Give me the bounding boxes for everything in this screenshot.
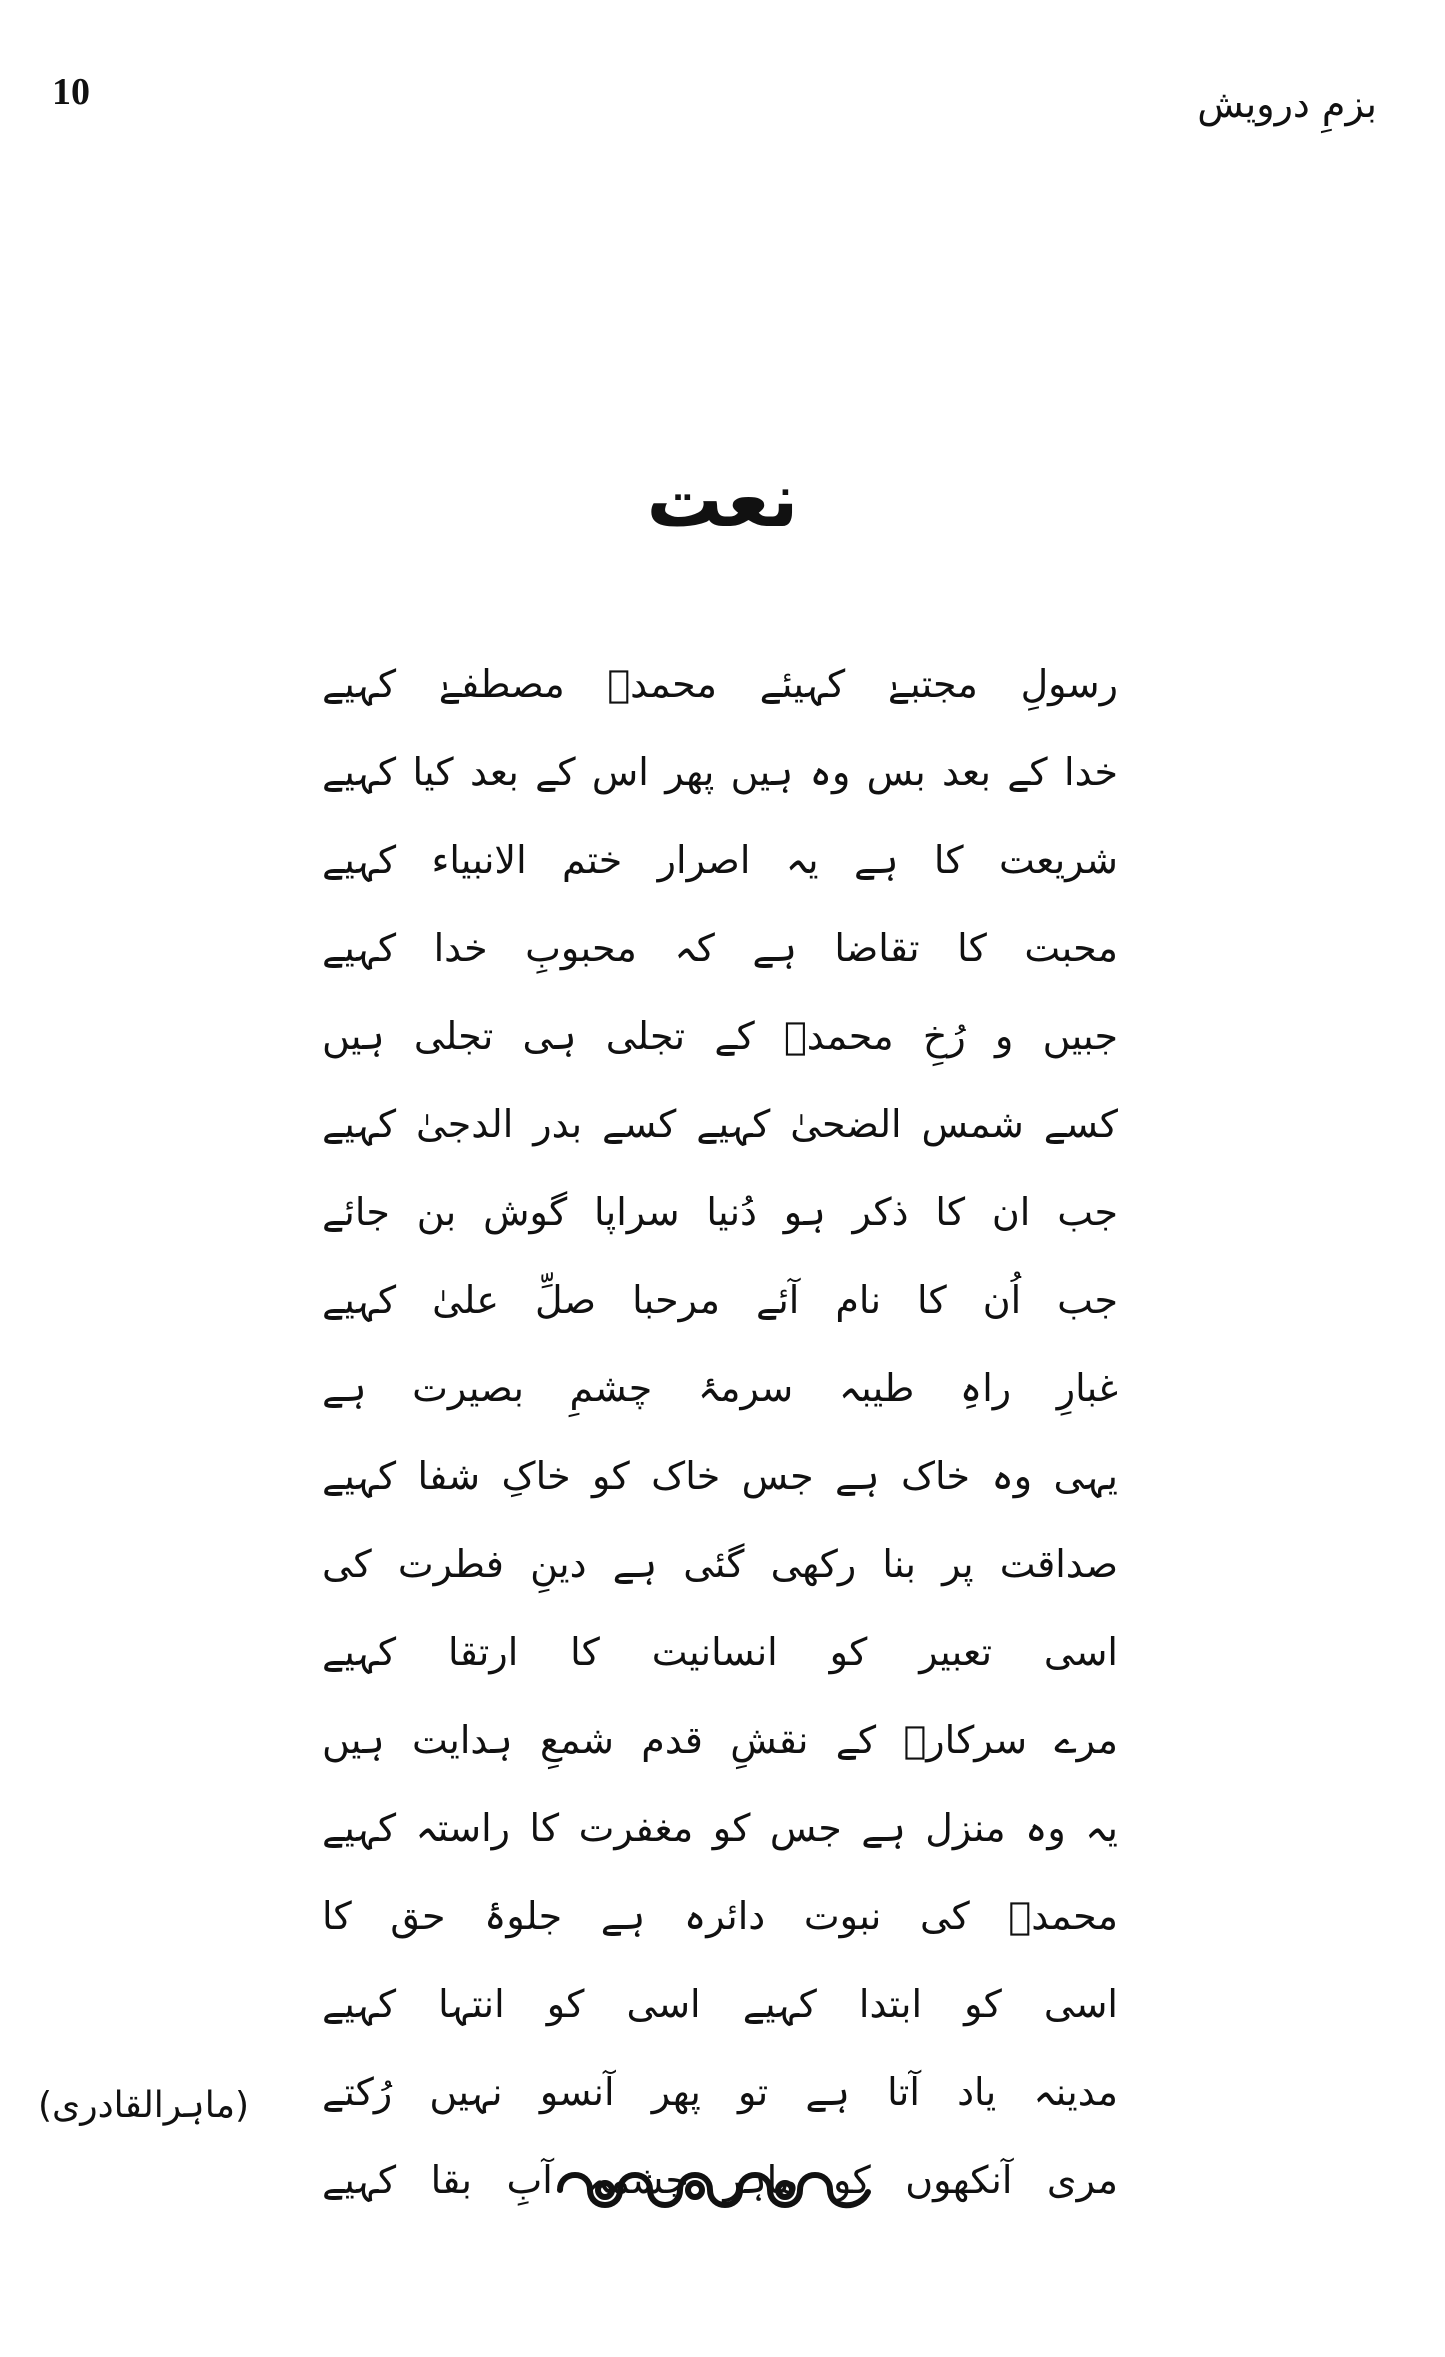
verse-line: جب اُن کا نام آئے مرحبا صلِّ علیٰ کہیے — [322, 1278, 1118, 1322]
verse-line: شریعت کا ہے یہ اصرار ختم الانبیاء کہیے — [322, 838, 1118, 882]
poem-title: نعت — [646, 455, 799, 544]
verse-line: غبارِ راہِ طیبہ سرمۂ چشمِ بصیرت ہے — [322, 1366, 1118, 1410]
verse-line: اسی کو ابتدا کہیے اسی کو انتہا کہیے — [322, 1982, 1118, 2026]
verse-line: اسی تعبیر کو انسانیت کا ارتقا کہیے — [322, 1630, 1118, 1674]
verse-line: مری آنکھوں کو ماہر چشمہ آبِ بقا کہیے — [322, 2158, 1118, 2202]
verse-line: کسے شمس الضحیٰ کہیے کسے بدر الدجیٰ کہیے — [322, 1102, 1118, 1146]
poem-body — [322, 640, 1118, 2224]
verse-line: جبیں و رُخِ محمدؐ کے تجلی ہی تجلی ہیں — [322, 1014, 1118, 1058]
running-header: بزمِ درویش — [1197, 82, 1377, 126]
verse-line: رسولِ مجتبےٰ کہیئے محمدؐ مصطفےٰ کہیے — [322, 662, 1118, 706]
verse-line: یہی وہ خاک ہے جس خاک کو خاکِ شفا کہیے — [322, 1454, 1118, 1498]
verse-line: جب ان کا ذکر ہو دُنیا سراپا گوش بن جائے — [322, 1190, 1118, 1234]
verse-line: محبت کا تقاضا ہے کہ محبوبِ خدا کہیے — [322, 926, 1118, 970]
verse-line: مدینہ یاد آتا ہے تو پھر آنسو نہیں رُکتے — [322, 2070, 1118, 2114]
verse-line: خدا کے بعد بس وہ ہیں پھر اس کے بعد کیا کہیے — [322, 750, 1118, 794]
verse-line: یہ وہ منزل ہے جس کو مغفرت کا راستہ کہیے — [322, 1806, 1118, 1850]
verse-line: مرے سرکارؐ کے نقشِ قدم شمعِ ہدایت ہیں — [322, 1718, 1118, 1762]
page-number: 10 — [52, 71, 90, 113]
poet-attribution: (ماہرالقادری) — [38, 2085, 250, 2126]
verse-line: صداقت پر بنا رکھی گئی ہے دینِ فطرت کی — [322, 1542, 1118, 1586]
verse-line: محمدؐ کی نبوت دائرہ ہے جلوۂ حق کا — [322, 1894, 1118, 1938]
ornament-divider-icon — [550, 2160, 880, 2220]
